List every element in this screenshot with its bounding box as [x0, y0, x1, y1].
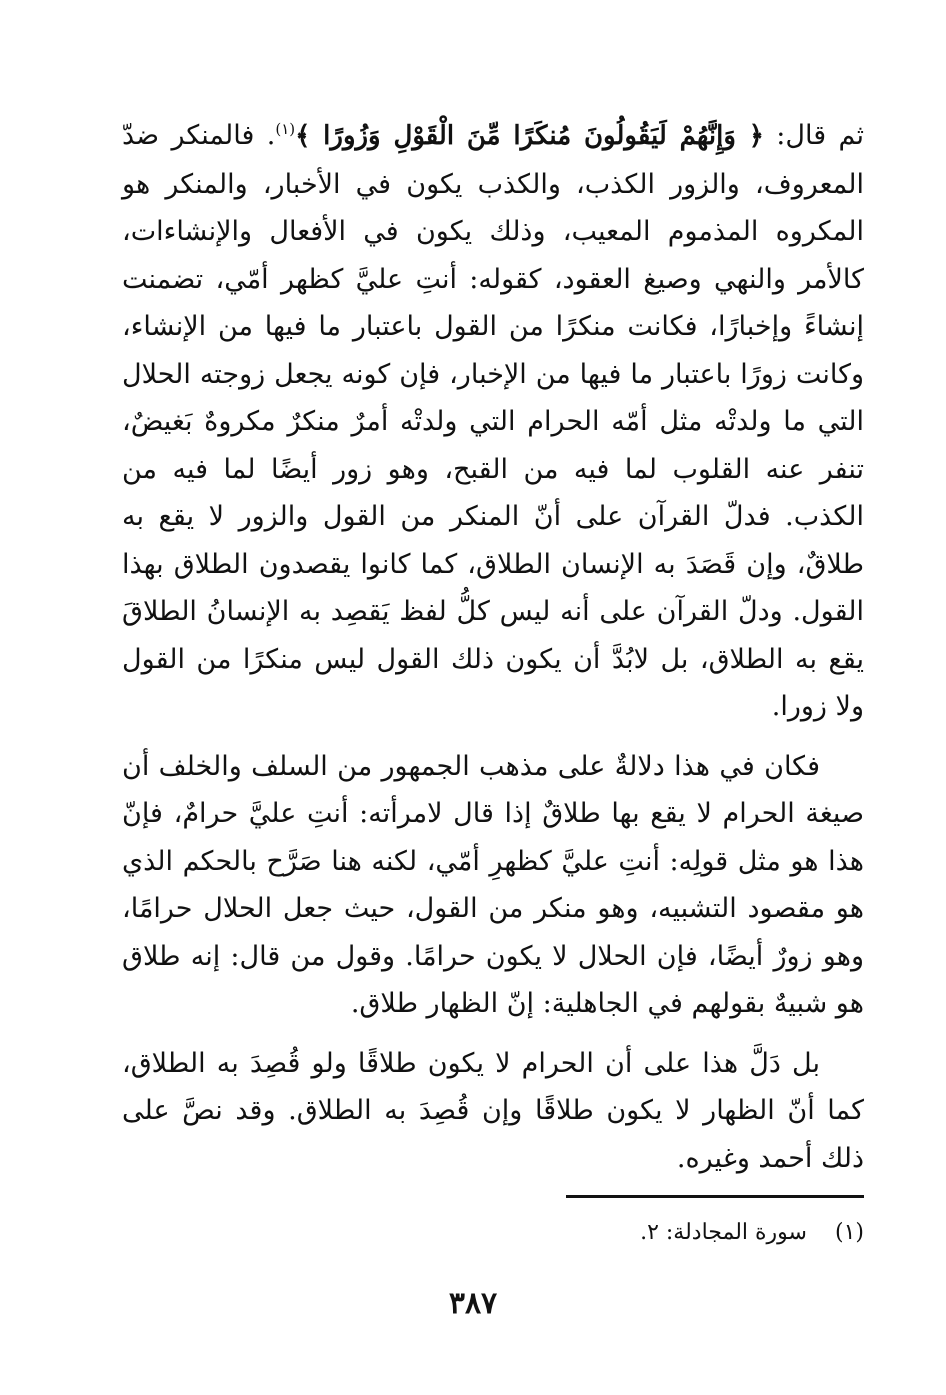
footnote-divider	[566, 1195, 864, 1198]
paragraph-2: فكان في هذا دلالةٌ على مذهب الجمهور من السلف والخلف أن صيغة الحرام لا يقع بها طلاقٌ إذا قال لامرأته: أنتِ عليَّ حرامٌ، فإنّ هذا هو مثل قولِه: أنتِ عليَّ كظهرِ أمّي، لكنه هنا صَرَّح بالحكم الذي هو مقصود التشبيه، وهو منكر من القول، حيث جعل الحلال حرامًا، وهو زورٌ أيضًا، فإن الحلال لا يكون حرامًا. وقول من قال: إنه طلاق هو شبيهٌ بقولهم في الجاهلية: إنّ الظهار طلاق.	[122, 750, 864, 1019]
footnote	[400, 1216, 864, 1250]
main-text	[122, 112, 864, 1194]
footnote-number: (١)	[834, 1220, 864, 1245]
footnote-reference[interactable]: (١)	[275, 120, 296, 138]
page-number: ٣٨٧	[448, 1286, 498, 1321]
quran-verse: ﴿ وَإِنَّهُمْ لَيَقُولُونَ مُنكَرًا مِّنَ الْقَوْلِ وَزُورًا ﴾	[295, 121, 764, 151]
paragraph-1-intro: ثم قال:	[763, 120, 864, 151]
paragraph-3: بل دَلَّ هذا على أن الحرام لا يكون طلاقًا ولو قُصِدَ به الطلاق، كما أنّ الظهار لا يكون طلاقًا وإن قُصِدَ به الطلاق. وقد نصَّ على ذلك أحمد وغيره.	[122, 1047, 864, 1174]
paragraph-1-body: . فالمنكر ضدّ المعروف، والزور الكذب، والكذب يكون في الأخبار، والمنكر هو المكروه المذموم المعيب، وذلك يكون في الأفعال والإنشاءات، كالأمر والنهي وصيغ العقود، كقوله: أنتِ عليَّ كظهر أمّي، تضمنت إنشاءً وإخبارًا، فكانت منكرًا من القول باعتبار ما فيها من الإنشاء، وكانت زورًا باعتبار ما فيها من الإخبار، فإن كونه يجعل زوجته الحلال التي ما ولدتْه مثل أمّه الحرام التي ولدتْه أمرٌ منكرٌ مكروهٌ بَغيضٌ، تنفر عنه القلوب لما فيه من القبح، وهو زور أيضًا لما فيه من الكذب. فدلّ القرآن على أنّ المنكر من القول والزور لا يقع به طلاقٌ، وإن قَصَدَ به الإنسان الطلاق، كما كانوا يقصدون الطلاق بهذا القول. ودلّ القرآن على أنه ليس كلُّ لفظ يَقصِد به الإنسانُ الطلاقَ يقع به الطلاق، بل لابُدَّ أن يكون ذلك القول ليس منكرًا من القول ولا زورا.	[122, 120, 864, 722]
paragraph-1	[122, 112, 864, 731]
footnote-text: سورة المجادلة: ٢.	[640, 1220, 807, 1245]
